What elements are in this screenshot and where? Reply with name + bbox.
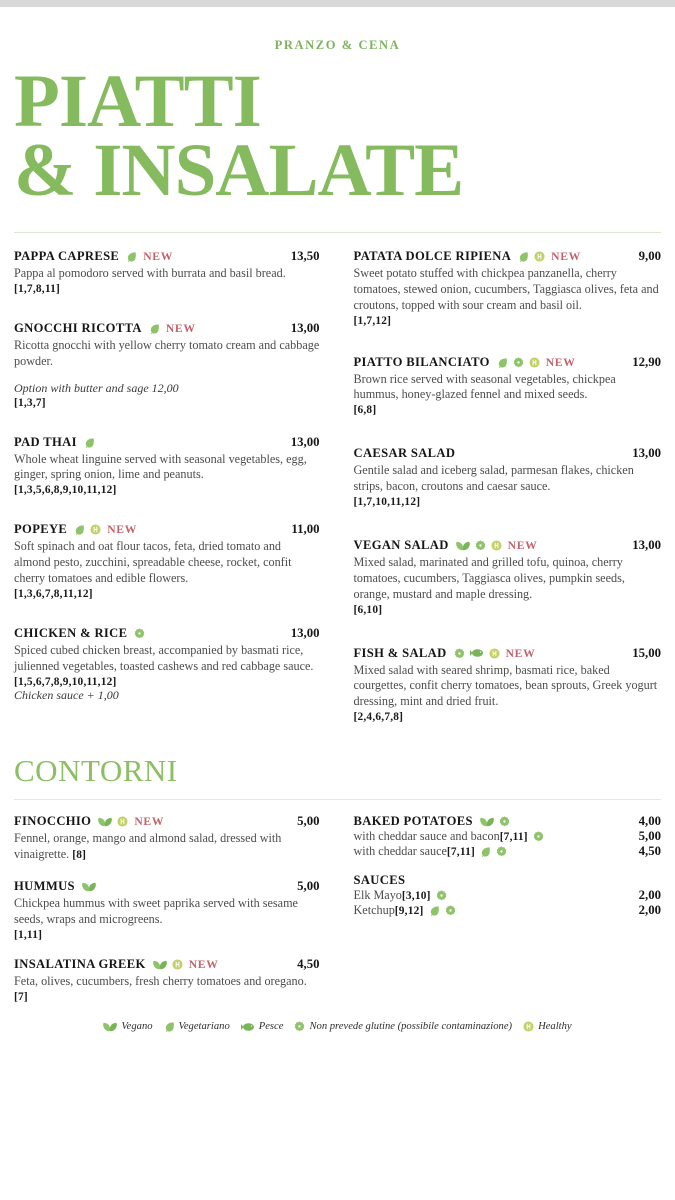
menu-item-price: 13,50 bbox=[290, 249, 320, 263]
vegetarian-leaf-icon bbox=[497, 357, 508, 368]
vegetarian-leaf-icon bbox=[518, 251, 529, 262]
menu-item-header bbox=[354, 446, 662, 461]
menu-item-name-text: PATATA DOLCE RIPIENA bbox=[353, 249, 512, 263]
top-grey-strip bbox=[0, 0, 675, 7]
fish-icon bbox=[241, 1022, 255, 1032]
menu-subline[interactable] bbox=[354, 844, 662, 859]
vegan-leaves-icon bbox=[98, 816, 112, 827]
vegan-leaves-icon bbox=[456, 540, 470, 551]
menu-item-price: 13,00 bbox=[290, 434, 320, 449]
menu-item-option-extra: Chicken sauce + 1,00 bbox=[14, 687, 119, 702]
menu-subline-label: with cheddar sauce bbox=[353, 844, 447, 859]
contorni-right-column bbox=[338, 814, 662, 1005]
menu-item-price: 13,00 bbox=[290, 625, 320, 640]
menu-subline-price: 5,00 bbox=[638, 829, 661, 844]
menu-item-description: Gentile salad and iceberg salad, parmesan flakes, chicken strips, bacon, croutons and caesar sauce. bbox=[353, 463, 634, 494]
menu-item-name bbox=[14, 626, 145, 641]
healthy-icon bbox=[172, 959, 183, 970]
piatti-right-column bbox=[338, 249, 662, 723]
healthy-icon bbox=[534, 251, 545, 262]
menu-item-allergens: [1,3,6,7,8,11,12] bbox=[14, 587, 93, 600]
gluten-free-flower-icon bbox=[294, 1021, 305, 1032]
menu-item[interactable] bbox=[14, 957, 320, 1006]
menu-item-description: Spiced cubed chicken breast, accompanied by basmati rice, julienned vegetables, toasted cashews and red cabbage sauce. bbox=[14, 642, 314, 673]
vegetarian-leaf-icon bbox=[164, 1021, 175, 1032]
new-badge: NEW bbox=[134, 815, 165, 829]
menu-subline-label: Elk Mayo bbox=[353, 888, 402, 903]
menu-item-header bbox=[354, 249, 662, 264]
vegetarian-leaf-icon bbox=[126, 251, 137, 262]
legend-label: Healthy bbox=[538, 1021, 572, 1033]
gluten-free-flower-icon bbox=[496, 846, 507, 857]
healthy-icon bbox=[489, 648, 500, 659]
menu-item[interactable] bbox=[354, 355, 662, 417]
gluten-free-flower-icon bbox=[436, 890, 447, 901]
menu-item-name-text: POPEYE bbox=[14, 522, 68, 537]
menu-item-allergens: [1,11] bbox=[14, 928, 43, 941]
menu-item-price: 13,00 bbox=[290, 320, 320, 335]
menu-item-name-text: BAKED POTATOES bbox=[353, 814, 473, 829]
menu-subline-allergens: [7,11] bbox=[499, 830, 528, 843]
menu-item[interactable] bbox=[14, 626, 320, 703]
menu-subline-price: 2,00 bbox=[638, 903, 661, 918]
menu-subline-text bbox=[354, 844, 508, 859]
gluten-free-flower-icon bbox=[134, 628, 145, 639]
menu-item[interactable] bbox=[354, 873, 662, 918]
menu-item-name bbox=[354, 814, 510, 829]
vegetarian-leaf-icon bbox=[480, 846, 491, 857]
legend-label: Non prevede glutine (possibile contaminazione) bbox=[309, 1021, 513, 1033]
menu-item-allergens: [1,5,6,7,8,9,10,11,12] bbox=[14, 675, 117, 688]
menu-item-allergens: [7] bbox=[14, 991, 28, 1004]
menu-item-header bbox=[14, 522, 320, 537]
gluten-free-flower-icon bbox=[475, 540, 486, 551]
menu-item-allergens: [1,7,10,11,12] bbox=[353, 496, 421, 509]
menu-item-name-text: CAESAR SALAD bbox=[353, 446, 456, 461]
new-badge: NEW bbox=[505, 646, 536, 660]
healthy-icon bbox=[491, 540, 502, 551]
menu-item-allergens: [1,7,12] bbox=[353, 314, 392, 327]
menu-item-price: 4,00 bbox=[638, 814, 661, 829]
menu-subline-allergens: [3,10] bbox=[401, 889, 431, 902]
menu-item-name bbox=[14, 249, 173, 264]
menu-item[interactable] bbox=[354, 538, 662, 616]
new-badge: NEW bbox=[107, 523, 137, 537]
menu-item-price: 12,90 bbox=[632, 354, 661, 369]
menu-item-name bbox=[14, 814, 164, 829]
menu-item-name-text: PAPPA CAPRESE bbox=[14, 249, 120, 263]
menu-subline-text bbox=[354, 829, 544, 844]
menu-item-name bbox=[354, 249, 581, 264]
menu-item-name-text: PIATTO BILANCIATO bbox=[353, 354, 490, 369]
menu-item[interactable] bbox=[14, 814, 320, 863]
page-title bbox=[14, 60, 675, 212]
healthy-icon bbox=[117, 816, 128, 827]
menu-item-name bbox=[14, 522, 137, 537]
menu-item-name bbox=[14, 435, 95, 450]
menu-item-price: 5,00 bbox=[297, 814, 320, 829]
menu-item[interactable] bbox=[14, 522, 320, 600]
gluten-free-flower-icon bbox=[445, 905, 456, 916]
menu-item-header bbox=[14, 249, 320, 264]
vegan-leaves-icon bbox=[153, 959, 167, 970]
new-badge: NEW bbox=[165, 321, 196, 335]
menu-item-description: Sweet potato stuffed with chickpea panzanella, cherry tomatoes, stewed onion, cucumbers, Taggiasca olives, feta and croutons, topped with sour cream and basil oil. bbox=[353, 266, 659, 312]
menu-item-description: Fennel, orange, mango and almond salad, dressed with vinaigrette. [8] bbox=[14, 831, 282, 862]
menu-subline-price: 2,00 bbox=[638, 888, 661, 903]
menu-item-header bbox=[354, 355, 662, 370]
new-badge: NEW bbox=[551, 250, 581, 263]
legend-entry bbox=[103, 1021, 152, 1032]
healthy-icon bbox=[529, 357, 540, 368]
menu-item-price: 4,50 bbox=[297, 956, 320, 971]
menu-subline-allergens: [9,12] bbox=[394, 904, 424, 917]
menu-item-name bbox=[14, 879, 96, 894]
menu-item[interactable] bbox=[14, 249, 320, 295]
menu-item-option: Option with butter and sage 12,00 bbox=[14, 380, 179, 395]
healthy-icon bbox=[523, 1021, 534, 1032]
vegetarian-leaf-icon bbox=[74, 524, 85, 535]
new-badge: NEW bbox=[545, 355, 576, 369]
menu-item-header bbox=[354, 646, 662, 661]
menu-item-header bbox=[14, 957, 320, 972]
menu-item-allergens: [2,4,6,7,8] bbox=[353, 711, 404, 724]
menu-subline[interactable] bbox=[354, 829, 662, 844]
menu-item-name bbox=[354, 355, 576, 370]
menu-item[interactable] bbox=[354, 249, 662, 327]
menu-item-description: Mixed salad with seared shrimp, basmati rice, baked courgettes, confit cherry tomatoes, bean sprouts, Greek yogurt dressing, mint and dried fruit. bbox=[353, 662, 658, 709]
menu-item-price: 15,00 bbox=[632, 645, 661, 660]
menu-item-name-text: INSALATINA GREEK bbox=[14, 956, 146, 971]
menu-item-description: Feta, olives, cucumbers, fresh cherry tomatoes and oregano. [7] bbox=[14, 973, 307, 1004]
fish-icon bbox=[470, 648, 484, 658]
menu-item-header bbox=[14, 814, 320, 829]
menu-item-header bbox=[14, 626, 320, 641]
menu-subline-text bbox=[354, 888, 447, 903]
menu-subline-price: 4,50 bbox=[638, 844, 661, 859]
menu-item[interactable] bbox=[354, 646, 662, 724]
menu-page bbox=[0, 7, 675, 1200]
menu-item[interactable] bbox=[354, 446, 662, 508]
legend-entry bbox=[523, 1021, 572, 1032]
piatti-left-column bbox=[14, 249, 338, 723]
menu-item-price: 13,00 bbox=[632, 446, 661, 461]
contorni-left-column bbox=[14, 814, 338, 1005]
menu-subline[interactable] bbox=[354, 888, 662, 903]
vegan-leaves-icon bbox=[82, 881, 96, 892]
menu-item-name bbox=[354, 446, 458, 461]
menu-item[interactable] bbox=[14, 321, 320, 409]
menu-item-price: 5,00 bbox=[297, 878, 320, 893]
gluten-free-flower-icon bbox=[533, 831, 544, 842]
vegan-leaves-icon bbox=[103, 1021, 117, 1032]
menu-item-name bbox=[354, 873, 408, 888]
menu-item-allergens: [6,10] bbox=[353, 603, 383, 616]
menu-item-header bbox=[354, 873, 662, 888]
menu-item-header bbox=[14, 435, 320, 450]
vegetarian-leaf-icon bbox=[149, 323, 160, 334]
menu-item-name-text: VEGAN SALAD bbox=[353, 538, 449, 553]
menu-item-description: Soft spinach and oat flour tacos, feta, dried tomato and almond pesto, zucchini, spreadable cheese, rocket, confit cherry tomatoes and edible flowers. bbox=[14, 539, 292, 586]
contorni-divider bbox=[14, 799, 661, 800]
menu-item-name-text: GNOCCHI RICOTTA bbox=[14, 320, 142, 335]
menu-item-header bbox=[14, 879, 320, 894]
menu-item-description: Mixed salad, marinated and grilled tofu, quinoa, cherry tomatoes, cucumbers, Taggiasca olives, pumpkin seeds, orange, mustard and maple dressing. bbox=[353, 555, 625, 601]
vegan-leaves-icon bbox=[480, 816, 494, 827]
menu-subline-allergens: [7,11] bbox=[446, 845, 475, 858]
menu-item-name-text: CHICKEN & RICE bbox=[14, 625, 128, 640]
menu-kicker: PRANZO & CENA bbox=[274, 38, 401, 52]
menu-item-name-text: SAUCES bbox=[353, 873, 406, 888]
legend-entry bbox=[164, 1021, 230, 1032]
menu-item-name bbox=[354, 538, 538, 553]
legend-label: Pesce bbox=[258, 1021, 284, 1033]
legend bbox=[0, 1021, 675, 1032]
menu-subline-label: with cheddar sauce and bacon bbox=[353, 829, 500, 844]
menu-item-description: Whole wheat linguine served with seasonal vegetables, egg, ginger, spring onion, lime and peanuts. bbox=[14, 451, 307, 482]
legend-entry bbox=[294, 1021, 512, 1032]
menu-item[interactable] bbox=[14, 435, 320, 497]
legend-label: Vegetariano bbox=[178, 1021, 230, 1033]
menu-item-price: 11,00 bbox=[291, 522, 320, 537]
menu-item-description: Ricotta gnocchi with yellow cherry tomato cream and cabbage powder. bbox=[14, 337, 320, 368]
menu-item-price: 13,00 bbox=[632, 538, 661, 553]
menu-item-allergens: [6,8] bbox=[353, 404, 377, 417]
menu-subline-label: Ketchup bbox=[353, 903, 395, 918]
gluten-free-flower-icon bbox=[513, 357, 524, 368]
menu-item[interactable] bbox=[354, 814, 662, 859]
menu-item-name-text: FINOCCHIO bbox=[14, 814, 92, 829]
gluten-free-flower-icon bbox=[454, 648, 465, 659]
piatti-columns bbox=[14, 249, 661, 723]
contorni-columns bbox=[14, 814, 661, 1005]
menu-item-name bbox=[354, 646, 536, 661]
menu-item-price: 9,00 bbox=[638, 249, 661, 263]
menu-item-description: Brown rice served with seasonal vegetables, chickpea hummus, honey-glazed fennel and mixed seeds. bbox=[353, 371, 616, 402]
menu-item-allergens: [8] bbox=[69, 849, 87, 862]
menu-item-name bbox=[14, 957, 219, 972]
legend-entry bbox=[241, 1021, 284, 1032]
new-badge: NEW bbox=[143, 250, 173, 263]
menu-item[interactable] bbox=[14, 879, 320, 941]
menu-item-name-text: FISH & SALAD bbox=[353, 645, 447, 660]
page-title-line1: PIATTI bbox=[14, 60, 261, 143]
menu-item-header bbox=[354, 538, 662, 553]
menu-item-header bbox=[14, 321, 320, 336]
menu-item-allergens: [1,3,5,6,8,9,10,11,12] bbox=[14, 484, 117, 497]
contorni-heading: CONTORNI bbox=[14, 753, 178, 789]
menu-item-allergens: [1,7,8,11] bbox=[14, 282, 60, 295]
menu-item-name-text: PAD THAI bbox=[14, 434, 77, 449]
vegetarian-leaf-icon bbox=[84, 437, 95, 448]
healthy-icon bbox=[90, 524, 101, 535]
new-badge: NEW bbox=[188, 957, 219, 971]
menu-item-description: Pappa al pomodoro served with burrata and basil bread. bbox=[14, 266, 286, 280]
menu-subline-text bbox=[354, 903, 456, 918]
vegetarian-leaf-icon bbox=[429, 905, 440, 916]
menu-item-allergens: [1,3,7] bbox=[14, 396, 46, 409]
page-title-line2: & INSALATE bbox=[14, 128, 464, 212]
new-badge: NEW bbox=[507, 539, 538, 553]
menu-subline[interactable] bbox=[354, 903, 662, 918]
menu-item-name-text: HUMMUS bbox=[14, 878, 75, 893]
gluten-free-flower-icon bbox=[499, 816, 510, 827]
menu-item-header bbox=[354, 814, 662, 829]
title-divider bbox=[14, 232, 661, 233]
menu-item-description: Chickpea hummus with sweet paprika served with sesame seeds, wraps and microgreens. bbox=[14, 895, 298, 926]
legend-label: Vegano bbox=[121, 1021, 153, 1033]
menu-item-name bbox=[14, 321, 196, 336]
